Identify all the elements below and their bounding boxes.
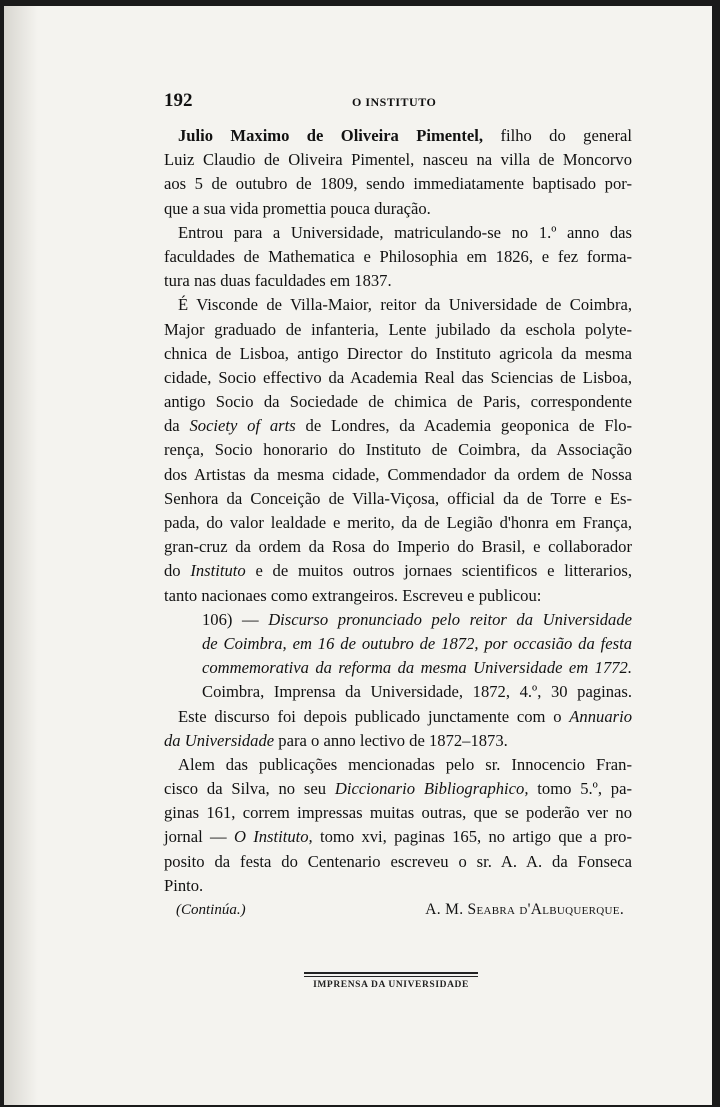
text-fragment: Este discurso foi depois publicado junctamente com o <box>178 706 570 726</box>
text-line: tanto nacionaes como extrangeiros. Escreveu e publicou: <box>164 585 542 605</box>
italic-instituto: Instituto <box>190 561 246 581</box>
text-fragment: do <box>164 561 191 581</box>
text-line <box>164 124 632 148</box>
text-line: Entrou para a Universidade, matriculando-se no 1.º anno das <box>178 222 632 242</box>
italic-title: Discurso pronunciado pelo reitor da Universidade <box>268 609 632 629</box>
text-fragment: tomo xvi, paginas 165, no artigo que a pro- <box>312 827 632 847</box>
text-fragment: tomo 5.º, pa- <box>528 779 632 799</box>
text-line: Pinto. <box>164 875 204 895</box>
text-line: ginas 161, correm impressas muitas outras, que se poderão ver no <box>164 803 632 823</box>
text-line: pada, do valor lealdade e merito, da de Legião d'honra em França, <box>164 513 632 532</box>
bibliography-entry <box>164 608 632 705</box>
book-page <box>4 6 712 1105</box>
text-line <box>164 729 632 753</box>
text-line: posito da festa do Centenario escreveu o sr. A. A. da Fonseca <box>164 851 632 871</box>
text-line <box>164 705 632 729</box>
paragraph-titles <box>164 293 632 607</box>
italic-o-instituto: O Instituto, <box>233 827 313 847</box>
subject-name: Julio Maximo de Oliveira Pimentel, <box>178 126 484 145</box>
paragraph-biography-intro <box>164 124 632 221</box>
italic-society-of-arts: Society of arts <box>189 416 296 436</box>
text-line: rença, Socio honorario do Instituto de Coimbra, da Associação <box>164 440 632 460</box>
signoff <box>164 898 632 922</box>
text-line: chnica de Lisboa, antigo Director do Instituto agricola da mesma <box>164 343 632 363</box>
page-number: 192 <box>164 90 193 111</box>
text-line: Major graduado de infanteria, Lente jubilado da eschola polyte- <box>164 319 632 339</box>
paragraph-education <box>164 221 632 294</box>
text-line: Alem das publicações mencionadas pelo sr. Innocencio Fran- <box>178 754 632 774</box>
text-line <box>164 414 632 438</box>
text-fragment: e de muitos outros jornaes scientificos e litterarios, <box>245 561 633 581</box>
text-line <box>164 608 632 632</box>
text-line: Coimbra, Imprensa da Universidade, 1872, 4.º, 30 paginas. <box>202 682 632 702</box>
text-line: que a sua vida promettia pouca duração. <box>164 198 431 218</box>
text-fragment: de Londres, da Academia geoponica de Flo- <box>295 416 633 436</box>
italic-title: de Coimbra, em 16 de outubro de 1872, por occasião da festa <box>202 633 632 653</box>
text-fragment: jornal — <box>164 827 234 847</box>
italic-diccionario: Diccionario Bibliographico, <box>334 779 529 799</box>
text-line <box>164 632 632 656</box>
text-fragment: filho do general <box>483 126 632 145</box>
text-line: antigo Socio da Sociedade de chimica de Paris, correspondente <box>164 392 632 412</box>
entry-number: 106) — <box>202 609 269 629</box>
divider <box>304 976 478 977</box>
running-title: O INSTITUTO <box>352 95 437 109</box>
text-line <box>164 777 632 801</box>
page-header <box>164 90 634 114</box>
divider <box>304 972 478 974</box>
text-line <box>164 656 632 680</box>
text-line <box>164 825 632 849</box>
italic-title: commemorativa da reforma da mesma Universidade em 1772. <box>202 658 632 678</box>
text-line: Luiz Claudio de Oliveira Pimentel, nasceu na villa de Moncorvo <box>164 150 632 170</box>
printer-imprint <box>304 972 478 990</box>
text-line: tura nas duas faculdades em 1837. <box>164 271 392 291</box>
page-spine-shadow <box>4 6 38 1105</box>
author-signature: A. M. Seabra d'Albuquerque. <box>425 901 624 918</box>
italic-da-universidade: da Universidade <box>164 730 275 750</box>
text-line: dos Artistas da mesma cidade, Commendador da ordem de Nossa <box>164 464 632 484</box>
text-line: É Visconde de Villa-Maior, reitor da Universidade de Coimbra, <box>178 295 632 315</box>
text-fragment: para o anno lectivo de 1872–1873. <box>274 730 508 750</box>
italic-annuario: Annuario <box>569 706 632 726</box>
text-line: aos 5 de outubro de 1809, sendo immediatamente baptisado por- <box>164 174 632 194</box>
text-line: gran-cruz da ordem da Rosa do Imperio do Brasil, e collaborador <box>164 537 632 557</box>
continua-note: (Continúa.) <box>176 902 246 918</box>
text-line: cidade, Socio effectivo da Academia Real das Sciencias de Lisboa, <box>164 367 632 387</box>
paragraph-annuario <box>164 705 632 753</box>
text-line: Senhora da Conceição de Villa-Viçosa, official da de Torre e Es- <box>164 488 632 508</box>
text-fragment: cisco da Silva, no seu <box>164 779 335 799</box>
paragraph-publications <box>164 753 632 898</box>
imprint-text: IMPRENSA DA UNIVERSIDADE <box>313 980 469 990</box>
text-line: faculdades de Mathematica e Philosophia em 1826, e fez forma- <box>164 246 632 266</box>
text-fragment: da <box>164 416 190 436</box>
text-line <box>164 559 632 583</box>
article-body <box>164 124 632 922</box>
